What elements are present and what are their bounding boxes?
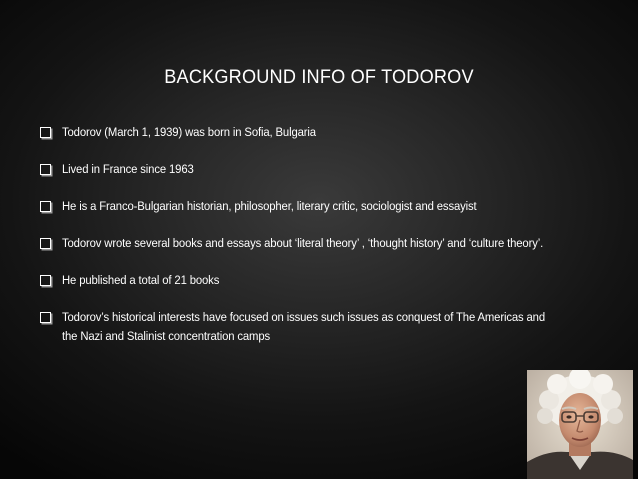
list-item <box>40 160 560 179</box>
list-item <box>40 123 560 142</box>
slide-title: BACKGROUND INFO OF TODOROV <box>164 66 474 88</box>
list-item <box>40 234 560 253</box>
checkbox-square-icon <box>40 312 51 323</box>
checkbox-square-icon <box>40 275 51 286</box>
list-item <box>40 271 560 290</box>
bullet-text: He is a Franco-Bulgarian historian, philosopher, literary critic, sociologist and essayist <box>62 199 477 213</box>
checkbox-square-icon <box>40 127 51 138</box>
bullet-text: Todorov (March 1, 1939) was born in Sofia, Bulgaria <box>62 125 316 139</box>
list-item <box>40 308 560 346</box>
bullet-text: Lived in France since 1963 <box>62 162 194 176</box>
bullet-list <box>40 123 560 364</box>
checkbox-square-icon <box>40 201 51 212</box>
bullet-text: Todorov’s historical interests have focused on issues such issues as conquest of The Americas and the Nazi and Stalinist concentration camps <box>62 310 545 343</box>
checkbox-square-icon <box>40 164 51 175</box>
bullet-text: He published a total of 21 books <box>62 273 220 287</box>
list-item <box>40 197 560 216</box>
todorov-portrait-photo <box>527 370 633 479</box>
bullet-text: Todorov wrote several books and essays about ‘literal theory’ , ‘thought history’ and ‘culture theory’. <box>62 236 544 250</box>
checkbox-square-icon <box>40 238 51 249</box>
